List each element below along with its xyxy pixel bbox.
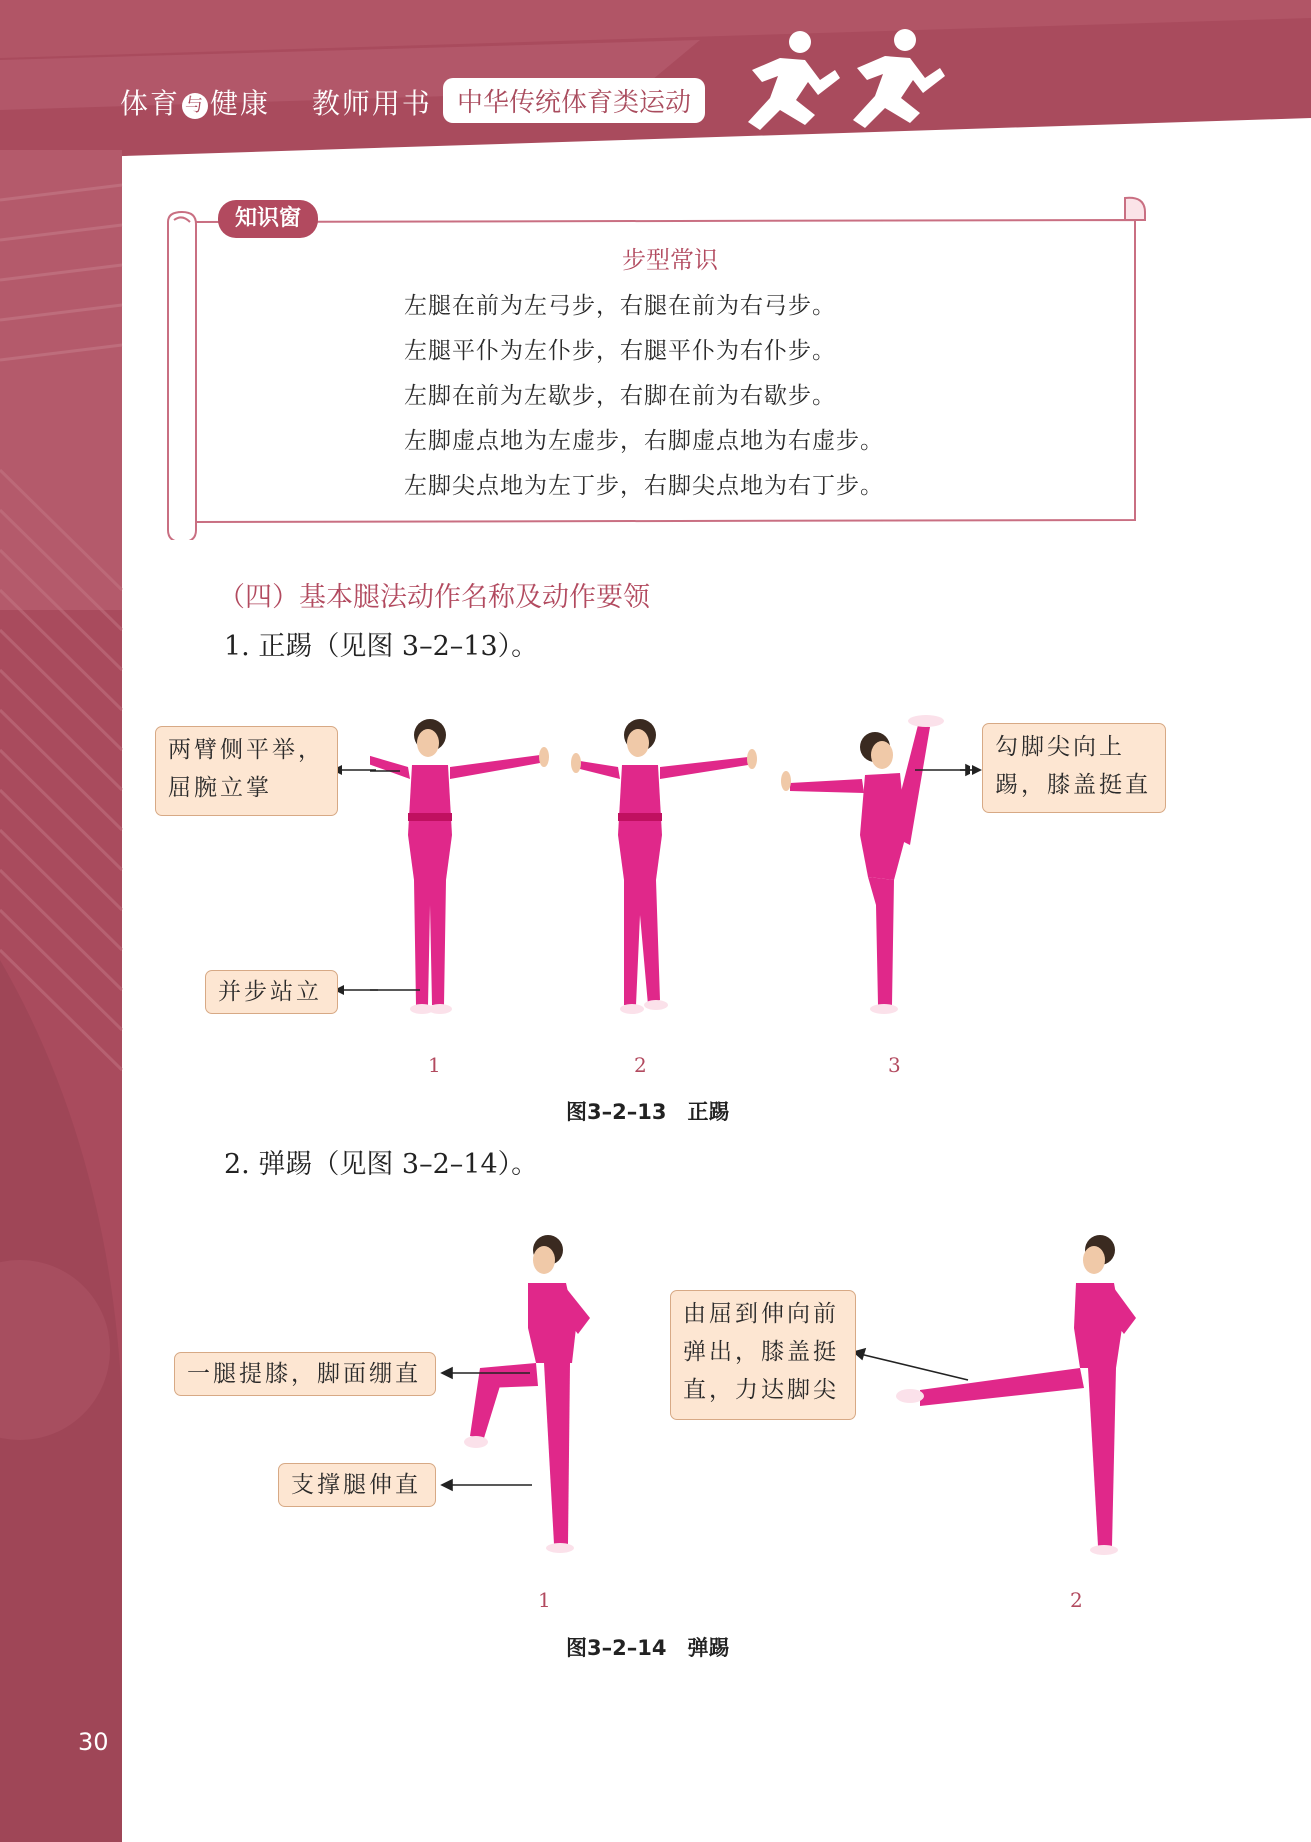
knowledge-line: 左腿在前为左弓步，右腿在前为右弓步。	[404, 293, 836, 319]
figure2-pose-1	[464, 1235, 590, 1553]
book-subtitle: 教师用书	[311, 87, 432, 120]
callout-stand: 并步站立	[205, 970, 338, 1014]
figure2-step-number: 2	[1070, 1588, 1083, 1612]
figure1-pose-3	[781, 715, 944, 1014]
figure2-caption: 图3–2–14 弹踢	[566, 1636, 730, 1660]
arrow-kick	[960, 765, 984, 775]
knowledge-window-badge: 知识窗	[218, 200, 318, 238]
figure1-step-number: 1	[428, 1053, 441, 1077]
knowledge-line: 左腿平仆为左仆步，右腿平仆为右仆步。	[404, 338, 836, 364]
figure1-pose-2	[571, 719, 757, 1014]
figure1-pose-1	[370, 719, 549, 1014]
item-2-text: 2. 弹踢（见图 3–2–14）。	[224, 1149, 539, 1180]
section-heading: （四）基本腿法动作名称及动作要领	[218, 582, 650, 613]
callout-knee: 一腿提膝，脚面绷直	[174, 1352, 436, 1396]
figure1-illustration	[370, 705, 970, 1025]
chapter-tag: 中华传统体育类运动	[443, 78, 705, 123]
knowledge-line: 左脚虚点地为左虚步，右脚虚点地为右虚步。	[404, 428, 884, 454]
knowledge-line: 左脚尖点地为左丁步，右脚尖点地为右丁步。	[404, 473, 884, 499]
book-title-connector: 与	[182, 93, 208, 119]
callout-snap: 由屈到伸向前弹出，膝盖挺直，力达脚尖	[670, 1290, 856, 1420]
figure1-step-number: 3	[888, 1053, 901, 1077]
item-1-text: 1. 正踢（见图 3–2–13）。	[224, 631, 539, 662]
figure2-pose-2	[896, 1235, 1136, 1555]
figure1-step-number: 2	[634, 1053, 647, 1077]
callout-kick: 勾脚尖向上踢，膝盖挺直	[982, 723, 1166, 813]
arrow-stand	[332, 985, 378, 995]
figure1-caption: 图3–2–13 正踢	[566, 1100, 730, 1124]
page-number: 30	[78, 1728, 109, 1756]
book-title-part-1: 体育	[120, 87, 181, 120]
callout-support: 支撑腿伸直	[278, 1463, 436, 1507]
book-title	[120, 82, 432, 122]
knowledge-line: 左脚在前为左歇步，右脚在前为右歇步。	[404, 383, 836, 409]
book-title-part-2: 健康	[210, 87, 271, 120]
callout-arms: 两臂侧平举，屈腕立掌	[155, 726, 338, 816]
knowledge-window-title: 步型常识	[622, 246, 718, 274]
figure2-step-number: 1	[538, 1588, 551, 1612]
